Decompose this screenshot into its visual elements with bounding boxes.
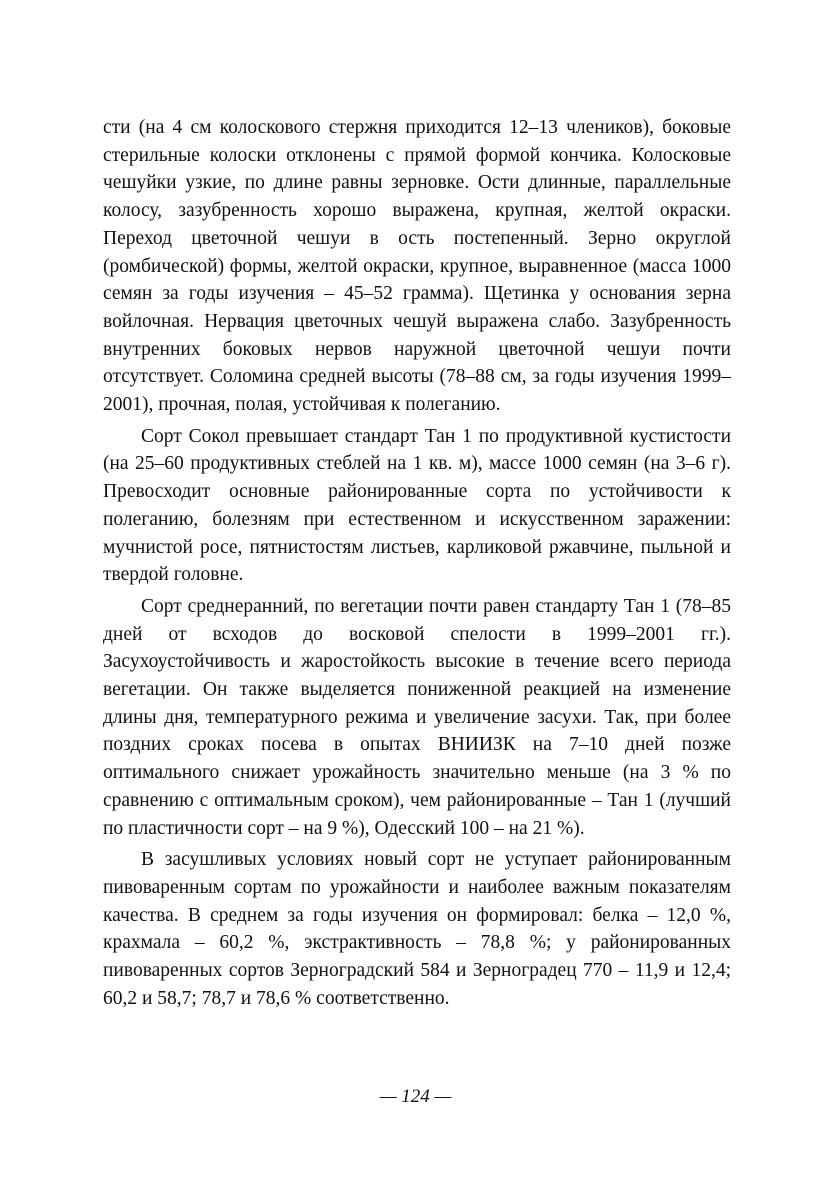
page-number: — 124 —: [379, 1086, 452, 1107]
paragraph-drought-quality: В засушливых условиях новый сорт не уступает районированным пивоваренным сортам по урожайности и наиболее важным показателям качества. В среднем за годы изучения он формировал: белка – 12,0 %, крахмала – 60,2 %, экстрактивность – 78,8 %; у районированных пивоваренных сортов Зерноградский 584 и Зерноградец 770 – 11,9 и 12,4; 60,2 и 58,7; 78,7 и 78,6 % соответственно.: [103, 849, 731, 1009]
paragraph-sokol-productivity: Сорт Сокол превышает стандарт Тан 1 по продуктивной кустистости (на 25–60 продуктивных стеблей на 1 кв. м), массе 1000 семян (на 3–6 г). Превосходит основные районированные сорта по устойчивости к полеганию, болезням при естественном и искусственном заражении: мучнистой росе, пятнистостям листьев, карликовой ржавчине, пыльной и твердой головне.: [103, 425, 731, 586]
paragraph-continuation: сти (на 4 см колоскового стержня приходится 12–13 члеников), боковые стерильные колоски отклонены с прямой формой кончика. Колосковые чешуйки узкие, по длине равны зерновке. Ости длинные, параллельные колосу, зазубренность хорошо выражена, крупная, желтой окраски. Переход цветочной чешуи в ость постепенный. Зерно округлой (ромбической) формы, желтой окраски, крупное, выравненное (масса 1000 семян за годы изучения – 45–52 грамма). Щетинка у основания зерна войлочная. Нервация цветочных чешуй выражена слабо. Зазубренность внутренних боковых нервов наружной цветочной чешуи почти отсутствует. Соломина средней высоты (78–88 см, за годы изучения 1999–2001), прочная, полая, устойчивая к полеганию.: [103, 117, 731, 416]
body-text: [103, 114, 731, 1013]
paragraph-vegetation: Сорт среднеранний, по вегетации почти равен стандарту Тан 1 (78–85 дней от всходов до восковой спелости в 1999–2001 гг.). Засухоустойчивость и жаростойкость высокие в течение всего периода вегетации. Он также выделяется пониженной реакцией на изменение длины дня, температурного режима и увеличение засухи. Так, при более поздних сроках посева в опытах ВНИИЗК на 7–10 дней позже оптимального снижает урожайность значительно меньше (на 3 % по сравнению с оптимальным сроком), чем районированные – Тан 1 (лучший по пластичности сорт – на 9 %), Одесский 100 – на 21 %).: [103, 595, 731, 839]
